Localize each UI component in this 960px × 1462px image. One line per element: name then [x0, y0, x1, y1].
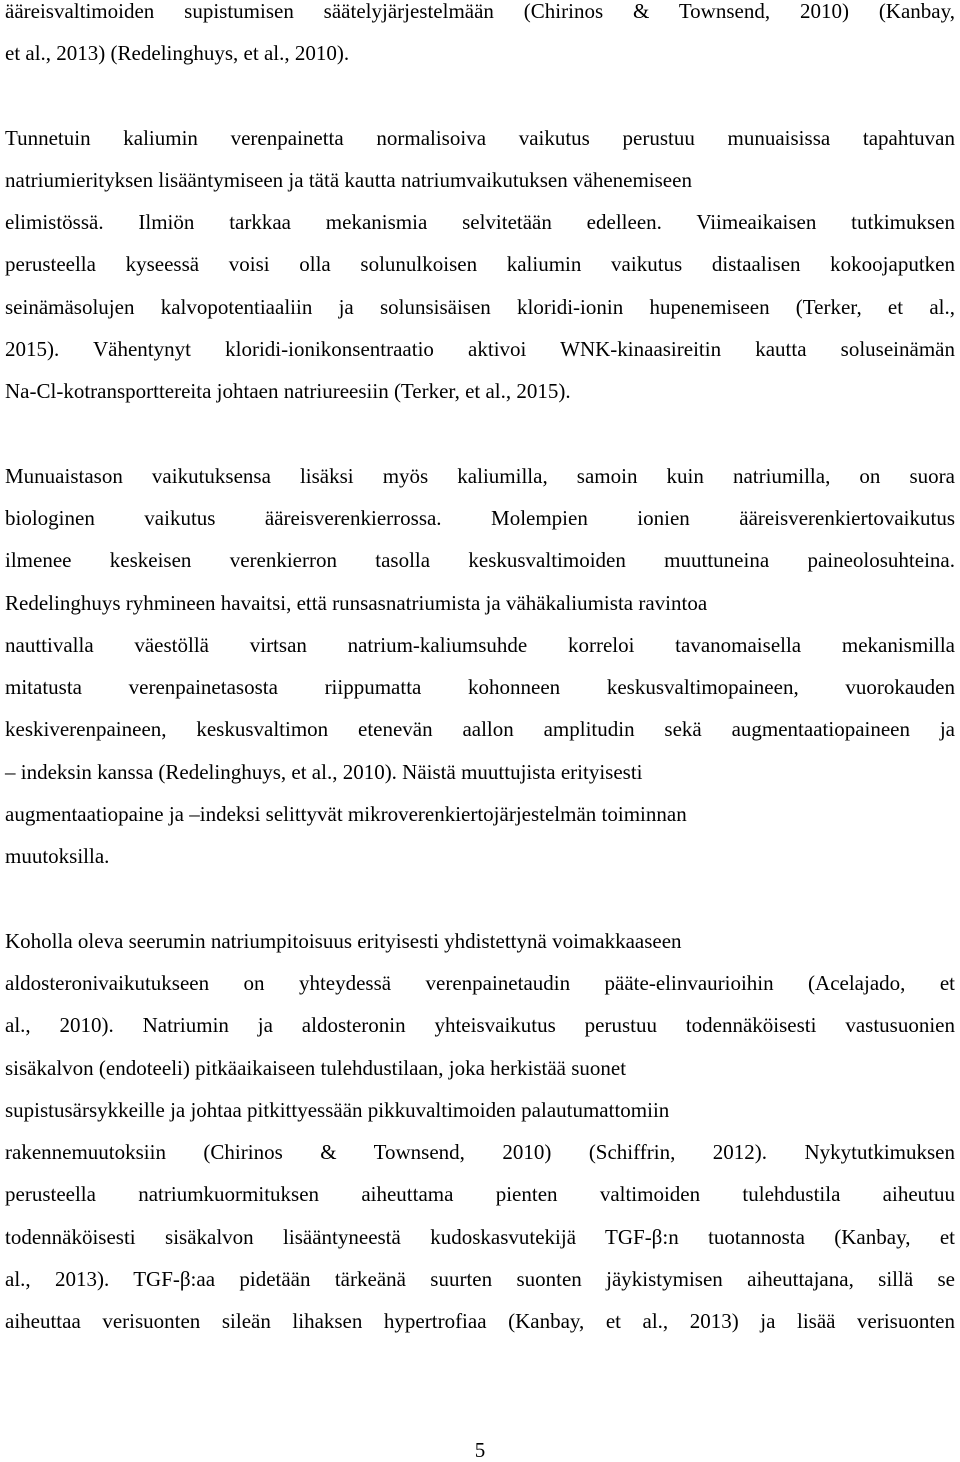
text-line: mitatusta verenpainetasosta riippumatta kohonneen keskusvaltimopaineen, vuorokauden [5, 675, 955, 700]
paragraph-gap [5, 413, 955, 455]
paragraph-gap [5, 75, 955, 117]
text-line: supistusärsykkeille ja johtaa pitkittyessään pikkuvaltimoiden palautumattomiin [5, 1097, 670, 1122]
text-line: Munuaistason vaikutuksensa lisäksi myös kaliumilla, samoin kuin natriumilla, on suora [5, 463, 955, 488]
text-line: Tunnetuin kaliumin verenpainetta normalisoiva vaikutus perustuu munuaisissa tapahtuvan [5, 125, 955, 150]
text-line: perusteella kyseessä voisi olla solunulkoisen kaliumin vaikutus distaalisen kokoojaputken [5, 252, 955, 277]
text-line: – indeksin kanssa (Redelinghuys, et al., 2010). Näistä muuttujista erityisesti [5, 759, 643, 784]
text-line: augmentaatiopaine ja –indeksi selittyvät mikroverenkiertojärjestelmän toiminnan [5, 802, 687, 827]
paragraph-2 [5, 117, 955, 413]
text-line: Redelinghuys ryhmineen havaitsi, että runsasnatriumista ja vähäkaliumista ravintoa [5, 590, 708, 615]
text-line: ääreisvaltimoiden supistumisen säätelyjärjestelmään (Chirinos & Townsend, 2010) (Kanbay, [5, 0, 955, 23]
text-line: keskiverenpaineen, keskusvaltimon etenevän aallon amplitudin sekä augmentaatiopaineen ja [5, 717, 955, 742]
text-line: perusteella natriumkuormituksen aiheuttama pienten valtimoiden tulehdustila aiheutuu [5, 1182, 955, 1207]
text-line: Na-Cl-kotransporttereita johtaen natriureesiin (Terker, et al., 2015). [5, 379, 571, 404]
text-line: Koholla oleva seerumin natriumpitoisuus erityisesti yhdistettynä voimakkaaseen [5, 928, 682, 953]
text-line: aiheuttaa verisuonten sileän lihaksen hypertrofiaa (Kanbay, et al., 2013) ja lisää verisuonten [5, 1309, 955, 1334]
text-line: 2015). Vähentynyt kloridi-ionikonsentraatio aktivoi WNK-kinaasireitin kautta soluseinämän [5, 337, 955, 362]
paragraph-4 [5, 920, 955, 1343]
text-line: al., 2010). Natriumin ja aldosteronin yhteisvaikutus perustuu todennäköisesti vastusuonien [5, 1013, 955, 1038]
paragraph-gap [5, 878, 955, 920]
text-line: ilmenee keskeisen verenkierron tasolla keskusvaltimoiden muuttuneina paineolosuhteina. [5, 548, 955, 573]
text-line: natriumierityksen lisääntymiseen ja tätä kautta natriumvaikutuksen vähenemiseen [5, 167, 692, 192]
text-line: elimistössä. Ilmiön tarkkaa mekanismia selvitetään edelleen. Viimeaikaisen tutkimuksen [5, 210, 955, 235]
text-line: muutoksilla. [5, 844, 110, 869]
paragraph-3 [5, 455, 955, 878]
page-number: 5 [474, 1438, 486, 1462]
text-line: al., 2013). TGF-β:aa pidetään tärkeänä suurten suonten jäykistymisen aiheuttajana, sillä se [5, 1267, 955, 1292]
text-line: aldosteronivaikutukseen on yhteydessä verenpainetaudin pääte-elinvaurioihin (Acelajado, et [5, 970, 955, 995]
text-line: nauttivalla väestöllä virtsan natrium-kaliumsuhde korreloi tavanomaisella mekanismilla [5, 632, 955, 657]
text-line: rakennemuutoksiin (Chirinos & Townsend, 2010) (Schiffrin, 2012). Nykytutkimuksen [5, 1140, 955, 1165]
paragraph-1 [5, 0, 955, 75]
text-line: seinämäsolujen kalvopotentiaaliin ja solunsisäisen kloridi-ionin hupenemiseen (Terker, et al., [5, 294, 955, 319]
text-line: biologinen vaikutus ääreisverenkierrossa. Molempien ionien ääreisverenkiertovaikutus [5, 505, 955, 530]
document-page [5, 0, 955, 1343]
text-line: todennäköisesti sisäkalvon lisääntyneestä kudoskasvutekijä TGF-β:n tuotannosta (Kanbay, et [5, 1224, 955, 1249]
text-line: et al., 2013) (Redelinghuys, et al., 2010). [5, 41, 350, 66]
text-line: sisäkalvon (endoteeli) pitkäaikaiseen tulehdustilaan, joka herkistää suonet [5, 1055, 627, 1080]
